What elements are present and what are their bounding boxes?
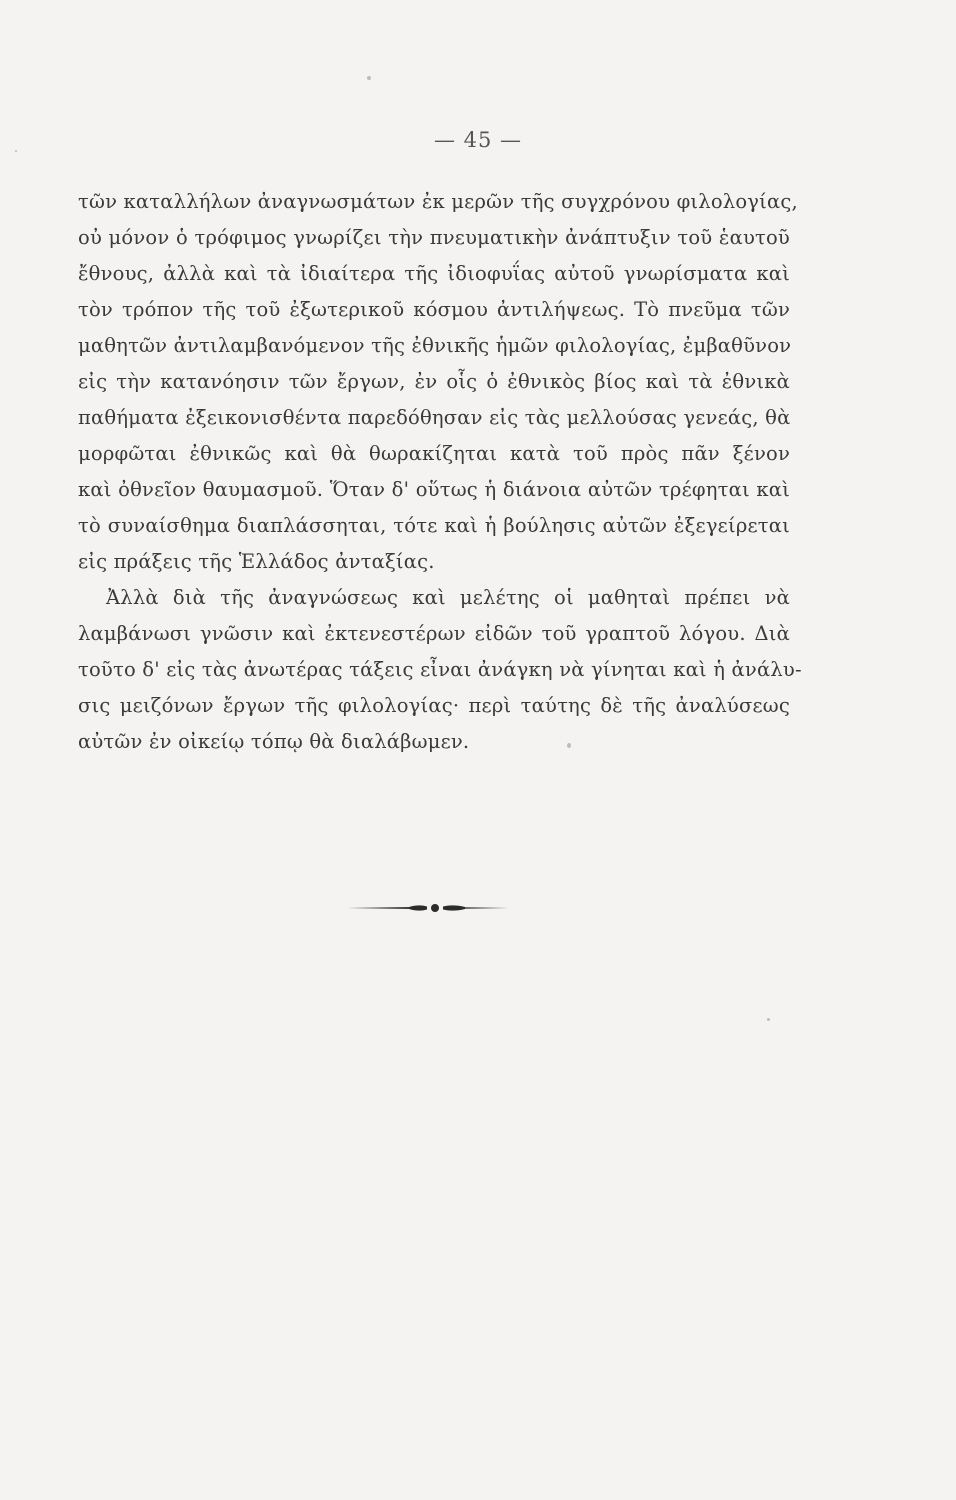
paragraph-2 (78, 580, 802, 760)
text-line: σις μειζόνων ἔργων τῆς φιλολογίας· περὶ ταύτης δὲ τῆς ἀναλύσεως (78, 694, 790, 717)
page-number: — 45 — (433, 128, 523, 152)
paragraph-1 (78, 184, 798, 580)
text-line: τοῦτο δ' εἰς τὰς ἀνωτέρας τάξεις εἶναι ἀνάγκη νὰ γίνηται καὶ ἡ ἀνάλυ- (78, 658, 802, 681)
paper-speck (367, 76, 371, 80)
text-line: τὸ συναίσθημα διαπλάσσηται, τότε καὶ ἡ βούλησις αὐτῶν ἐξεγείρεται (78, 514, 790, 537)
text-line: λαμβάνωσι γνῶσιν καὶ ἐκτενεστέρων εἰδῶν τοῦ γραπτοῦ λόγου. Διὰ (78, 622, 790, 645)
text-line: Ἀλλὰ διὰ τῆς ἀναγνώσεως καὶ μελέτης οἱ μαθηταὶ πρέπει νὰ (106, 586, 790, 609)
text-line: μαθητῶν ἀντιλαμβανόμενον τῆς ἐθνικῆς ἡμῶν φιλολογίας, ἐμβαθῦνον (78, 334, 792, 357)
text-line: οὐ μόνον ὁ τρόφιμος γνωρίζει τὴν πνευματικὴν ἀνάπτυξιν τοῦ ἑαυτοῦ (78, 226, 790, 249)
body-text (78, 184, 802, 760)
text-line: εἰς τὴν κατανόησιν τῶν ἔργων, ἐν οἷς ὁ ἐθνικὸς βίος καὶ τὰ ἐθνικὰ (78, 370, 790, 393)
text-line: ἔθνους, ἀλλὰ καὶ τὰ ἰδιαίτερα τῆς ἰδιοφυΐας αὐτοῦ γνωρίσματα καὶ (78, 262, 790, 285)
text-line: μορφῶται ἐθνικῶς καὶ θὰ θωρακίζηται κατὰ τοῦ πρὸς πᾶν ξένον (78, 442, 790, 465)
text-line: τῶν καταλλήλων ἀναγνωσμάτων ἐκ μερῶν τῆς συγχρόνου φιλολογίας, (78, 190, 798, 213)
text-line: καὶ ὀθνεῖον θαυμασμοῦ. Ὅταν δ' οὕτως ἡ διάνοια αὐτῶν τρέφηται καὶ (78, 478, 790, 501)
paper-speck (767, 1018, 770, 1021)
dash-dot-dash-ornament-icon (345, 898, 513, 918)
text-line: αὐτῶν ἐν οἰκείῳ τόπῳ θὰ διαλάβωμεν. (78, 730, 470, 753)
paper-speck (15, 150, 17, 152)
paper-speck (567, 743, 571, 748)
text-line: τὸν τρόπον τῆς τοῦ ἐξωτερικοῦ κόσμου ἀντιλήψεως. Τὸ πνεῦμα τῶν (78, 298, 790, 321)
text-line: εἰς πράξεις τῆς Ἑλλάδος ἀνταξίας. (78, 550, 435, 573)
text-line: παθήματα ἐξεικονισθέντα παρεδόθησαν εἰς τὰς μελλούσας γενεάς, θὰ (78, 406, 791, 429)
